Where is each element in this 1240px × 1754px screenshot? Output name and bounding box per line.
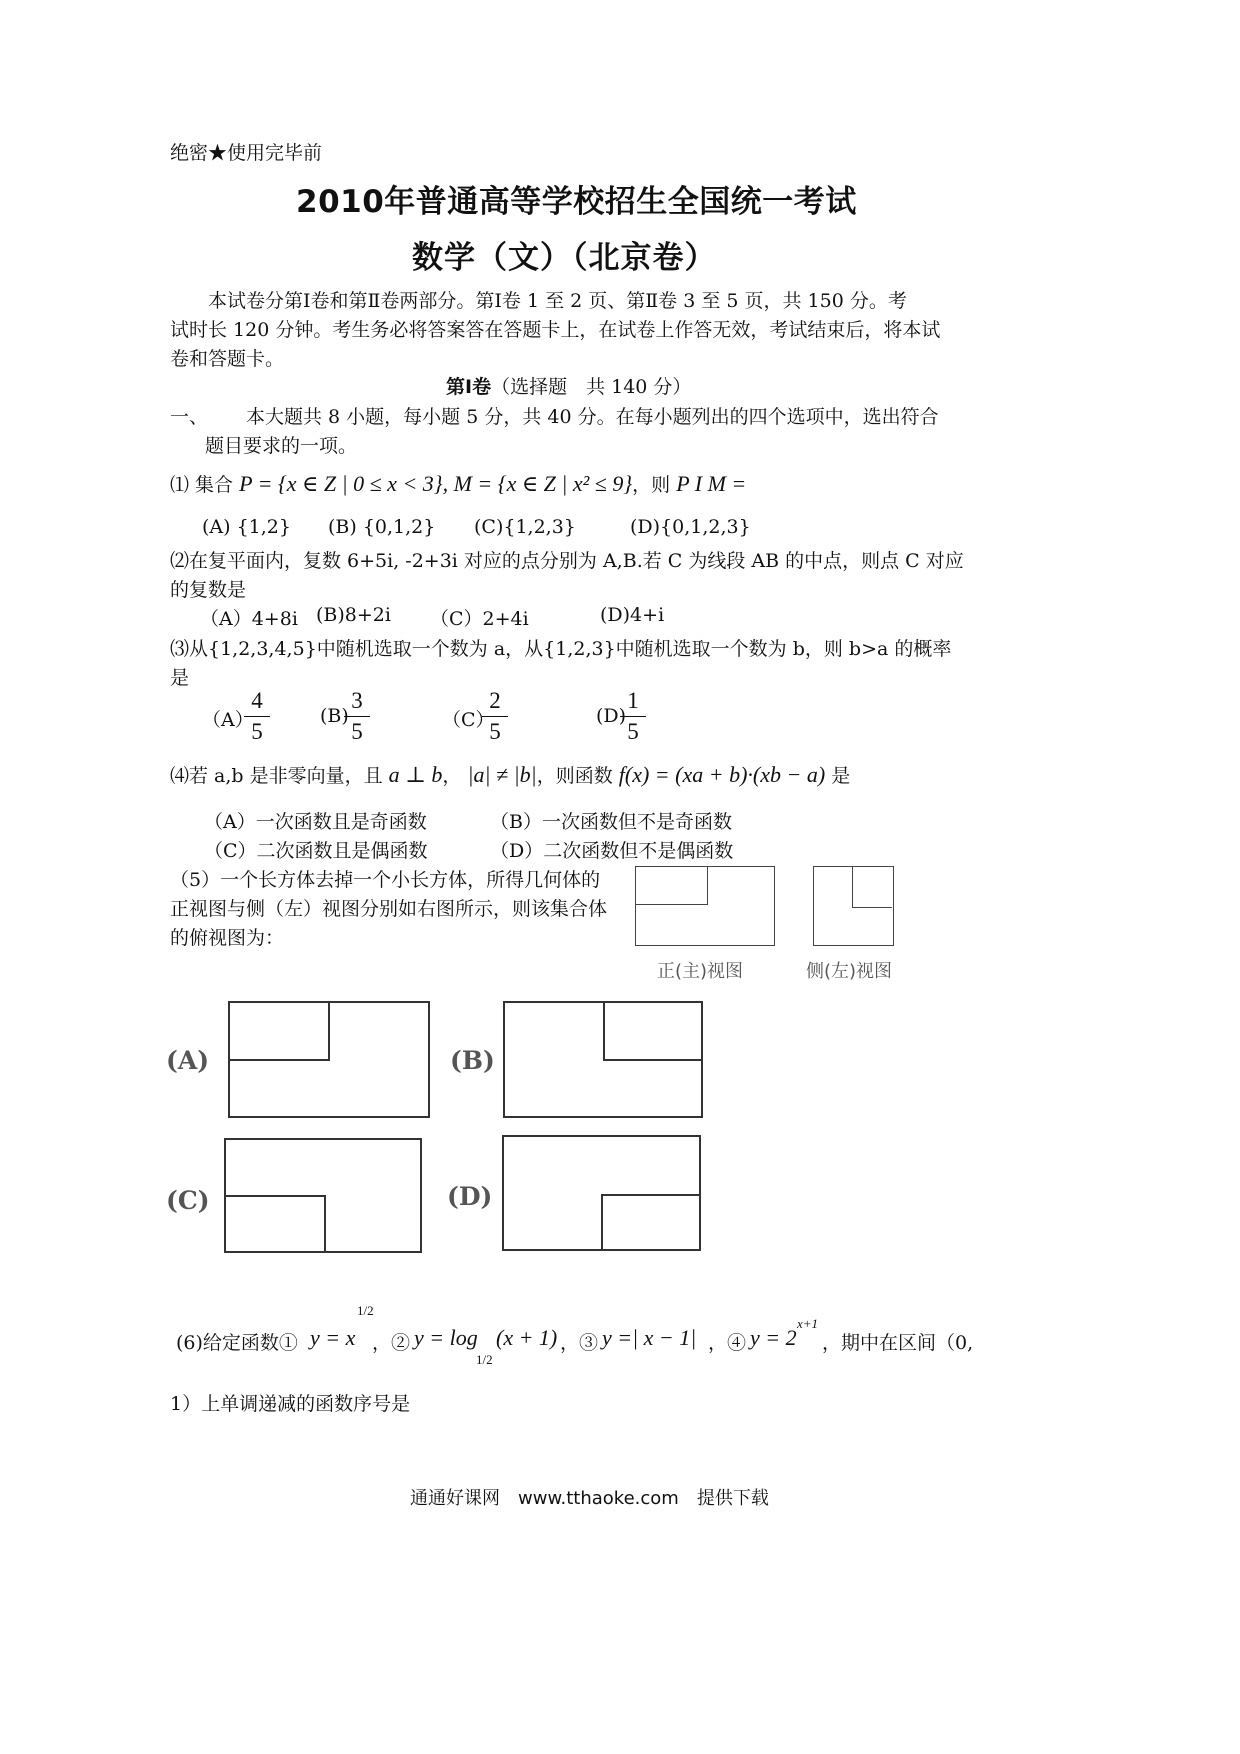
intro-line-1: 本试卷分第Ⅰ卷和第Ⅱ卷两部分。第Ⅰ卷 1 至 2 页、第Ⅱ卷 3 至 5 页，共 150 分。考 bbox=[208, 290, 907, 312]
part-number: 一、 bbox=[170, 406, 209, 428]
q3-option-a-label: （A） bbox=[202, 709, 254, 731]
q4-suffix: 是 bbox=[831, 765, 851, 787]
q4-formula-1: a ⊥ b bbox=[388, 762, 443, 787]
q5-side-view bbox=[813, 866, 894, 946]
part-instructions-2: 题目要求的一项。 bbox=[205, 435, 358, 457]
q4-option-b: （B）一次函数但不是奇函数 bbox=[490, 811, 732, 833]
q4-stem bbox=[170, 761, 850, 788]
q5-front-view-cutout bbox=[636, 867, 708, 905]
q5-option-c-cutout bbox=[226, 1195, 326, 1253]
q6-function-1: y = x bbox=[310, 1325, 356, 1350]
q2-line-2: 的复数是 bbox=[170, 579, 247, 601]
q5-side-view-label: 侧(左)视图 bbox=[806, 961, 893, 982]
q5-option-a-cutout bbox=[230, 1003, 330, 1061]
q2-option-c: （C）2+4i bbox=[430, 608, 529, 630]
q5-option-c-label: (C) bbox=[166, 1186, 210, 1215]
intro-line-2: 试时长 120 分钟。考生务必将答案答在答题卡上，在试卷上作答无效，考试结束后，将本试 bbox=[170, 319, 941, 341]
q3-option-b-den: 5 bbox=[351, 719, 363, 744]
q4-option-d: （D）二次函数但不是偶函数 bbox=[490, 840, 734, 862]
q3-option-b-num: 3 bbox=[351, 688, 363, 713]
q3-option-d-fraction bbox=[618, 689, 648, 744]
q6-line-2: 1）上单调递减的函数序号是 bbox=[170, 1393, 411, 1415]
q3-option-c-label: （C） bbox=[442, 709, 495, 731]
q4-prefix: ⑷若 a,b 是非零向量，且 bbox=[170, 765, 383, 787]
section-heading-note: （选择题 共 140 分） bbox=[491, 376, 692, 398]
q3-line-2: 是 bbox=[170, 667, 190, 689]
q6-sep-2: ，② bbox=[372, 1332, 411, 1354]
q5-option-a-figure bbox=[228, 1001, 430, 1118]
part-instructions-1: 本大题共 8 小题，每小题 5 分，共 40 分。在每小题列出的四个选项中，选出符合 bbox=[246, 406, 939, 428]
q2-option-a: （A）4+8i bbox=[200, 608, 298, 630]
q3-option-d-den: 5 bbox=[627, 719, 639, 744]
q5-side-view-cutout bbox=[852, 867, 892, 908]
q6-function-4-exponent: x+1 bbox=[797, 1316, 819, 1331]
q5-option-b-cutout bbox=[603, 1003, 701, 1061]
intro-line-3: 卷和答题卡。 bbox=[170, 348, 285, 370]
q2-option-d: (D)4+i bbox=[600, 604, 665, 626]
q1-option-c: (C){1,2,3} bbox=[474, 516, 576, 538]
q1-suffix: ，则 bbox=[632, 474, 671, 496]
q4-option-a: （A）一次函数且是奇函数 bbox=[204, 811, 427, 833]
q3-option-d-label: (D) bbox=[596, 705, 627, 727]
q3-option-a-num: 4 bbox=[251, 688, 263, 713]
q3-option-b-label: (B) bbox=[320, 705, 349, 727]
q4-separator: ， bbox=[442, 765, 462, 787]
page-footer: 通通好课网 www.tthaoke.com 提供下载 bbox=[410, 1488, 769, 1509]
q3-option-a-den: 5 bbox=[251, 719, 263, 744]
q3-option-a-fraction bbox=[242, 689, 272, 744]
q2-line-1: ⑵在复平面内，复数 6+5i, -2+3i 对应的点分别为 A,B.若 C 为线段 AB 的中点，则点 C 对应 bbox=[170, 550, 964, 572]
q1-stem bbox=[170, 470, 746, 497]
exam-title: 2010年普通高等学校招生全国统一考试 bbox=[296, 184, 857, 220]
q1-prefix: ⑴ 集合 bbox=[170, 474, 234, 496]
q3-option-b-fraction bbox=[342, 689, 372, 744]
q6-function-2-base: 1/2 bbox=[476, 1352, 493, 1367]
q5-front-view bbox=[635, 866, 775, 946]
q3-option-d-num: 1 bbox=[627, 688, 639, 713]
q6-function-2-tail: (x + 1) bbox=[496, 1325, 558, 1350]
q6-sep-3: ，③ bbox=[560, 1332, 599, 1354]
q5-option-c-figure bbox=[224, 1138, 422, 1253]
q3-line-1: ⑶从{1,2,3,4,5}中随机选取一个数为 a，从{1,2,3}中随机选取一个数为 b，则 b>a 的概率 bbox=[170, 638, 952, 660]
q3-option-c-fraction bbox=[480, 689, 510, 744]
q5-option-b-label: (B) bbox=[450, 1046, 495, 1075]
q5-option-a-label: (A) bbox=[166, 1046, 210, 1075]
q4-formula-2: |a| ≠ |b| bbox=[467, 762, 537, 787]
q5-option-b-figure bbox=[503, 1001, 703, 1118]
q6-function-3: y =| x − 1| bbox=[602, 1325, 697, 1350]
q5-option-d-label: (D) bbox=[447, 1182, 493, 1211]
q5-option-d-cutout bbox=[601, 1194, 699, 1251]
q5-option-d-figure bbox=[502, 1135, 701, 1251]
q3-option-c-den: 5 bbox=[489, 719, 501, 744]
q1-option-a: (A) {1,2} bbox=[202, 516, 291, 538]
section-heading bbox=[446, 372, 691, 399]
secret-label: 绝密★使用完毕前 bbox=[170, 142, 323, 164]
q5-line-1: （5）一个长方体去掉一个小长方体，所得几何体的 bbox=[170, 869, 601, 891]
q6-prefix: (6)给定函数① bbox=[176, 1332, 298, 1354]
q5-line-2: 正视图与侧（左）视图分别如右图所示，则该集合体 bbox=[170, 898, 608, 920]
q4-formula-3: f(x) = (xa + b)·(xb − a) bbox=[618, 762, 826, 787]
section-heading-label: 第Ⅰ卷 bbox=[446, 376, 492, 398]
q4-mid: ，则函数 bbox=[536, 765, 613, 787]
q1-formula: P = {x ∈ Z | 0 ≤ x < 3}, M = {x ∈ Z | x² ≤ 9} bbox=[239, 471, 633, 496]
q1-option-d: (D){0,1,2,3} bbox=[630, 516, 751, 538]
q2-option-b: (B)8+2i bbox=[316, 604, 391, 626]
q5-line-3: 的俯视图为： bbox=[170, 927, 285, 949]
q6-suffix: ，期中在区间（0, bbox=[822, 1332, 974, 1354]
q6-function-2: y = log bbox=[414, 1325, 478, 1350]
q3-option-c-num: 2 bbox=[489, 688, 501, 713]
q1-formula-tail: P I M = bbox=[676, 471, 747, 496]
q1-option-b: (B) {0,1,2} bbox=[328, 516, 436, 538]
q6-sep-4: ，④ bbox=[708, 1332, 747, 1354]
q6-function-4: y = 2 bbox=[750, 1325, 797, 1350]
q5-front-view-label: 正(主)视图 bbox=[657, 961, 744, 982]
q4-option-c: （C）二次函数且是偶函数 bbox=[204, 840, 428, 862]
exam-subtitle: 数学（文）（北京卷） bbox=[412, 240, 717, 276]
q6-function-1-exponent: 1/2 bbox=[357, 1303, 374, 1318]
